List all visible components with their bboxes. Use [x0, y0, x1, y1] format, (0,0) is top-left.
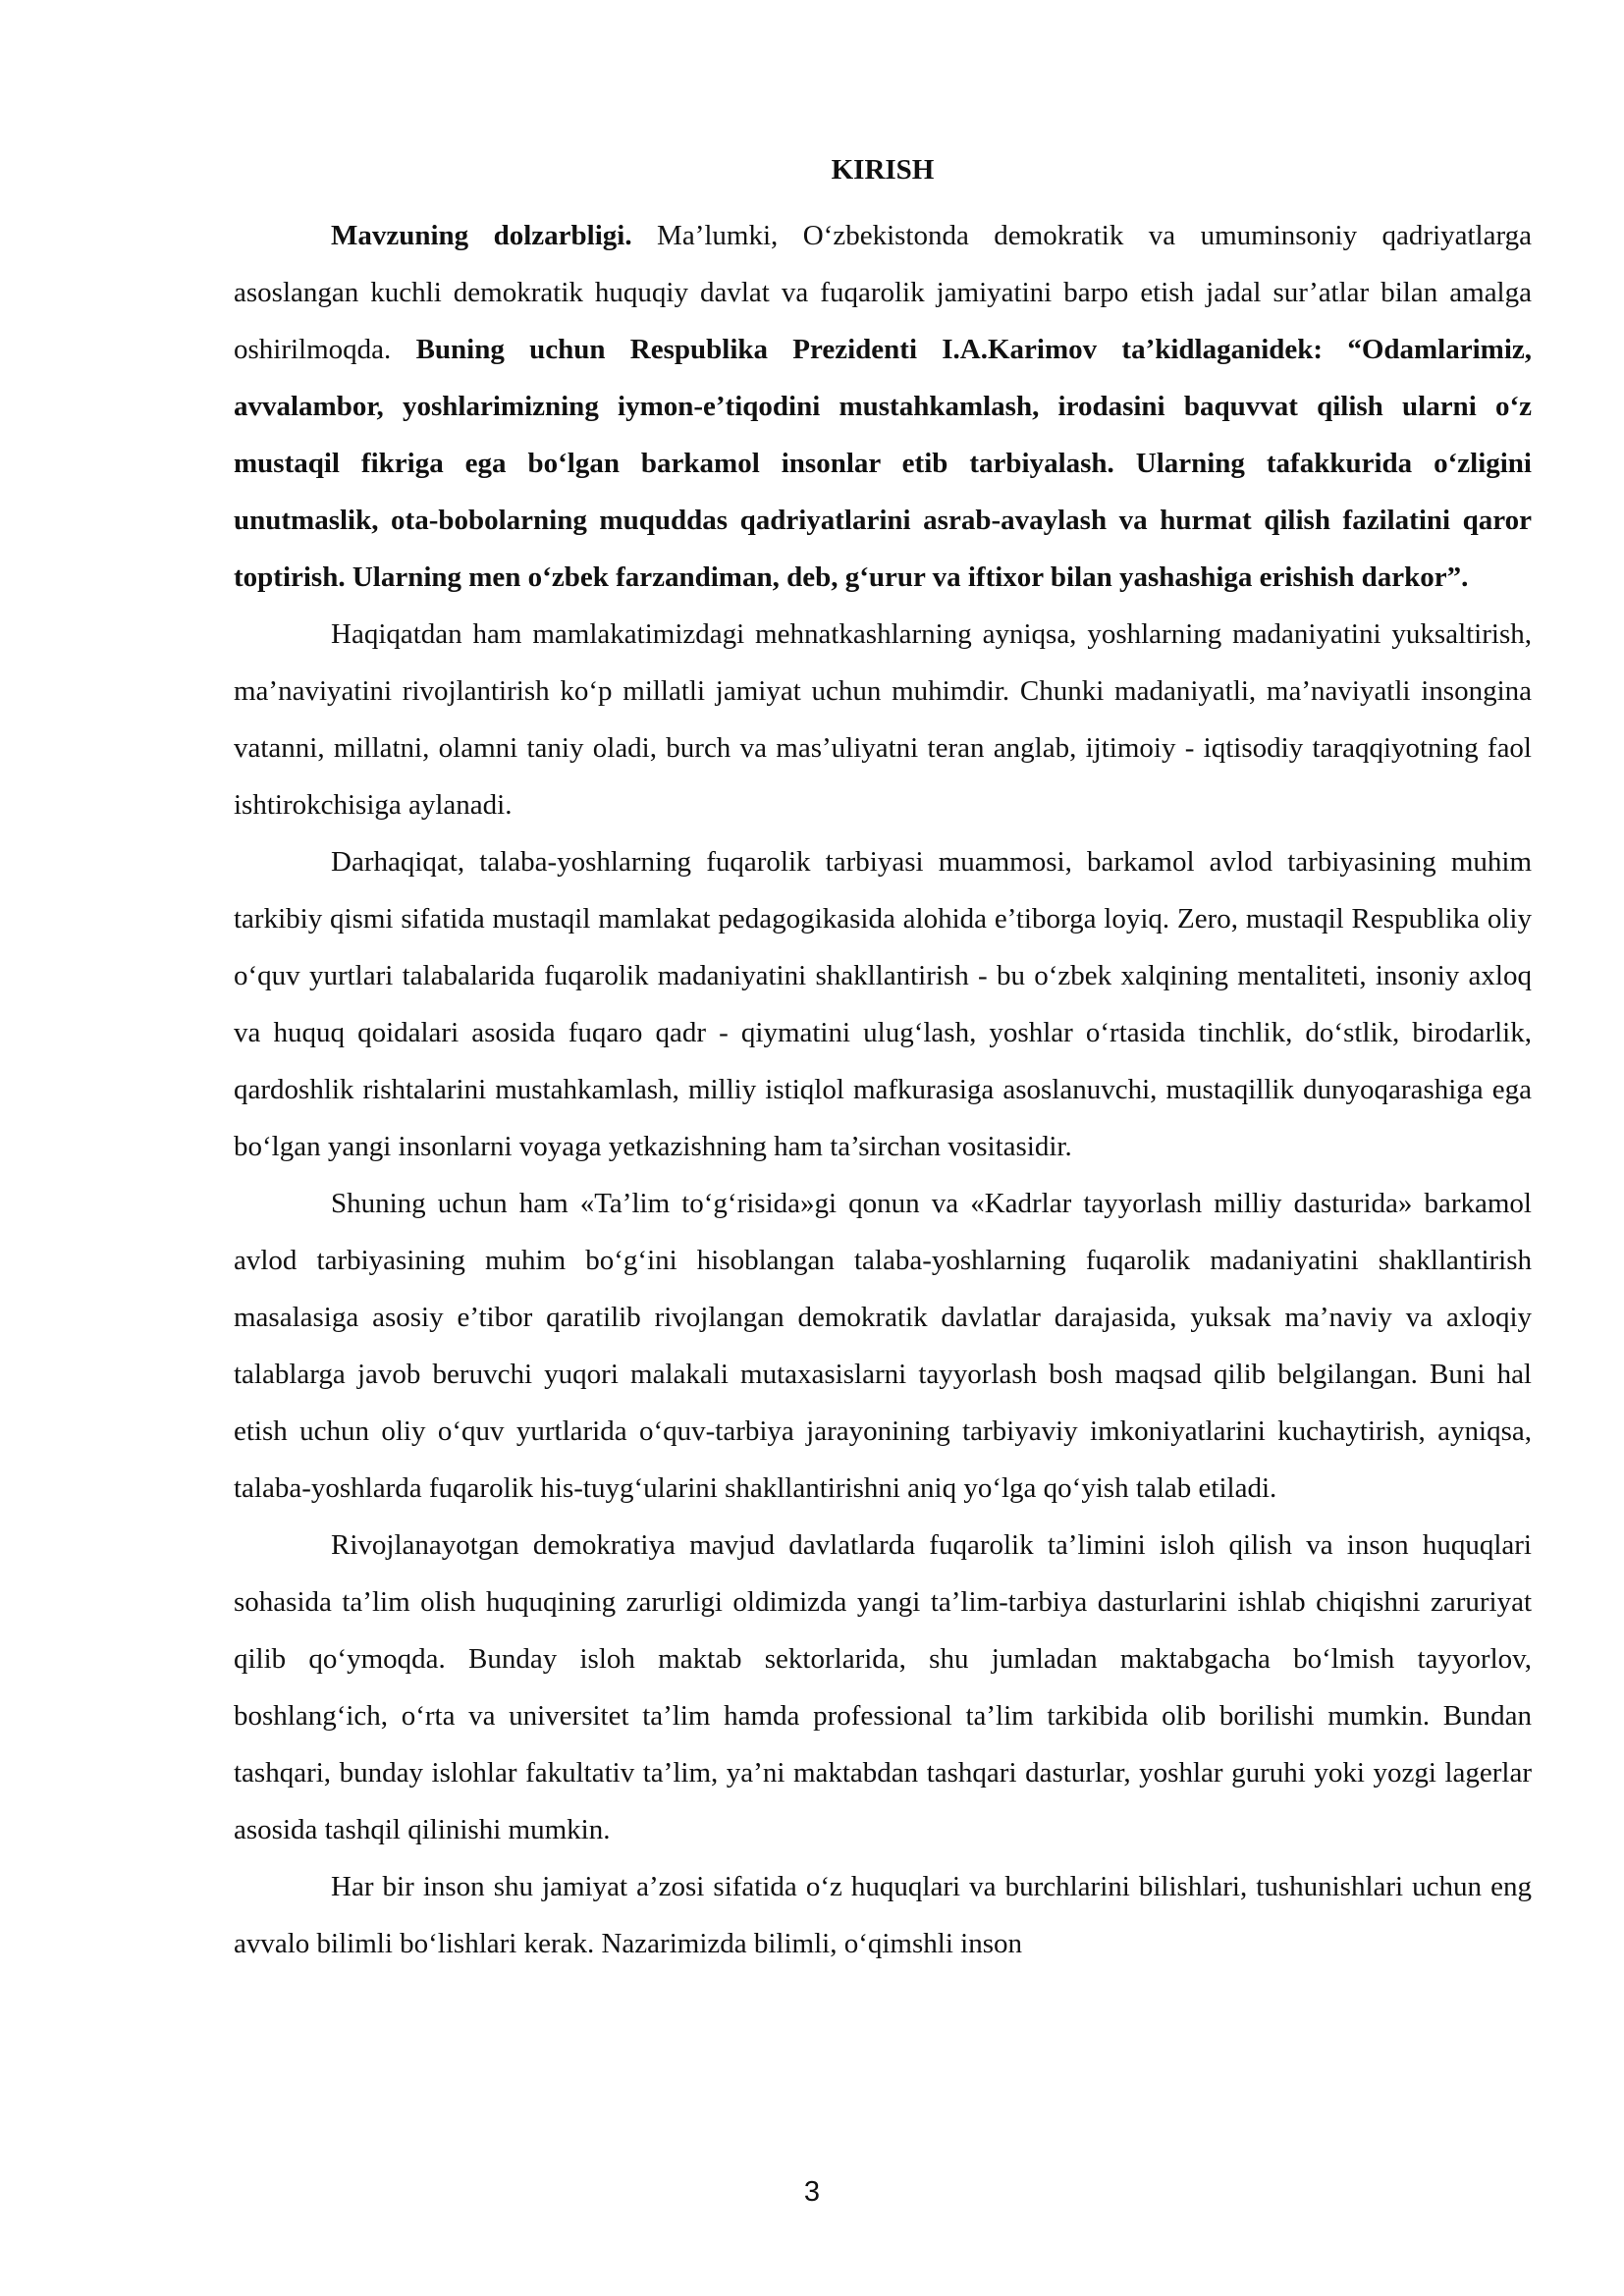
paragraph-4: Shuning uchun ham «Ta’lim to‘g‘risida»gi qonun va «Kadrlar tayyorlash milliy dasturida» barkamol avlod tarbiyasining muhim bo‘g‘ini hisoblangan talaba-yoshlarning fuqarolik madaniyatini shakllantirish masalasiga asosiy e’tibor qaratilib rivojlangan demokratik davlatlar darajasida, yuksak ma’naviy va axloqiy talablarga javob beruvchi yuqori malakali mutaxasislarni tayyorlash bosh maqsad qilib belgilangan. Buni hal etish uchun oliy o‘quv yurtlarida o‘quv-tarbiya jarayonining tarbiyaviy imkoniyatlarini kuchaytirish, ayniqsa, talaba-yoshlarda fuqarolik his-tuyg‘ularini shakllantirishni aniq yo‘lga qo‘yish talab etiladi.: [234, 1188, 1532, 1504]
page-number: 3: [803, 2176, 821, 2208]
paragraph-text: Ma’lumki, O‘zbekistonda demokratik va umuminsoniy qadriyatlarga asoslangan kuchli demokratik huquqiy davlat va fuqarolik jamiyatini barpo etish jadal sur’atlar bilan amalga oshirilmoqda.: [234, 220, 1532, 365]
paragraph-5: Rivojlanayotgan demokratiya mavjud davlatlarda fuqarolik ta’limini isloh qilish va inson huquqlari sohasida ta’lim olish huquqining zarurligi oldimizda yangi ta’lim-tarbiya dasturlarini ishlab chiqishni zaruriyat qilib qo‘ymoqda. Bunday isloh maktab sektorlarida, shu jumladan maktabgacha bo‘lmish tayyorlov, boshlang‘ich, o‘rta va universitet ta’lim hamda professional ta’lim tarkibida olib borilishi mumkin. Bundan tashqari, bunday islohlar fakultativ ta’lim, ya’ni maktabdan tashqari dasturlar, yoshlar guruhi yoki yozgi lagerlar asosida tashqil qilinishi mumkin.: [234, 1529, 1532, 1845]
paragraph-lead: Mavzuning dolzarbligi.: [331, 220, 632, 251]
section-heading: KIRISH: [831, 154, 935, 186]
president-quote: Buning uchun Respublika Prezidenti I.A.Karimov ta’kidlaganidek: “Odamlarimiz, avvalambor, yoshlarimizning iymon-e’tiqodini mustahkamlash, irodasini baquvvat qilish ularni o‘z mustaqil fikriga ega bo‘lgan barkamol insonlar etib tarbiyalash. Ularning tafakkurida o‘zligini unutmaslik, ota-bobolarning muquddas qadriyatlarini asrab-avaylash va hurmat qilish fazilatini qaror toptirish. Ularning men o‘zbek farzandiman, deb, g‘urur va iftixor bilan yashashiga erishish darkor”.: [234, 334, 1533, 593]
document-page: [234, 152, 1532, 1972]
paragraph-3: Darhaqiqat, talaba-yoshlarning fuqarolik tarbiyasi muammosi, barkamol avlod tarbiyasining muhim tarkibiy qismi sifatida mustaqil mamlakat pedagogikasida alohida e’tiborga loyiq. Zero, mustaqil Respublika oliy o‘quv yurtlari talabalarida fuqarolik madaniyatini shakllantirish - bu o‘zbek xalqining mentaliteti, insoniy axloq va huquq qoidalari asosida fuqaro qadr - qiymatini ulug‘lash, yoshlar o‘rtasida tinchlik, do‘stlik, birodarlik, qardoshlik rishtalarini mustahkamlash, milliy istiqlol mafkurasiga asoslanuvchi, mustaqillik dunyoqarashiga ega bo‘lgan yangi insonlarni voyaga yetkazishning ham ta’sirchan vositasidir.: [234, 846, 1532, 1162]
paragraph-relevance: [234, 207, 1532, 606]
paragraph-6: Har bir inson shu jamiyat a’zosi sifatida o‘z huquqlari va burchlarini bilishlari, tushunishlari uchun eng avvalo bilimli bo‘lishlari kerak. Nazarimizda bilimli, o‘qimshli inson: [234, 1871, 1532, 1959]
paragraph-2: Haqiqatdan ham mamlakatimizdagi mehnatkashlarning ayniqsa, yoshlarning madaniyatini yuksaltirish, ma’naviyatini rivojlantirish ko‘p millatli jamiyat uchun muhimdir. Chunki madaniyatli, ma’naviyatli insongina vatanni, millatni, olamni taniy oladi, burch va mas’uliyatni teran anglab, ijtimoiy - iqtisodiy taraqqiyotning faol ishtirokchisiga aylanadi.: [234, 618, 1532, 821]
